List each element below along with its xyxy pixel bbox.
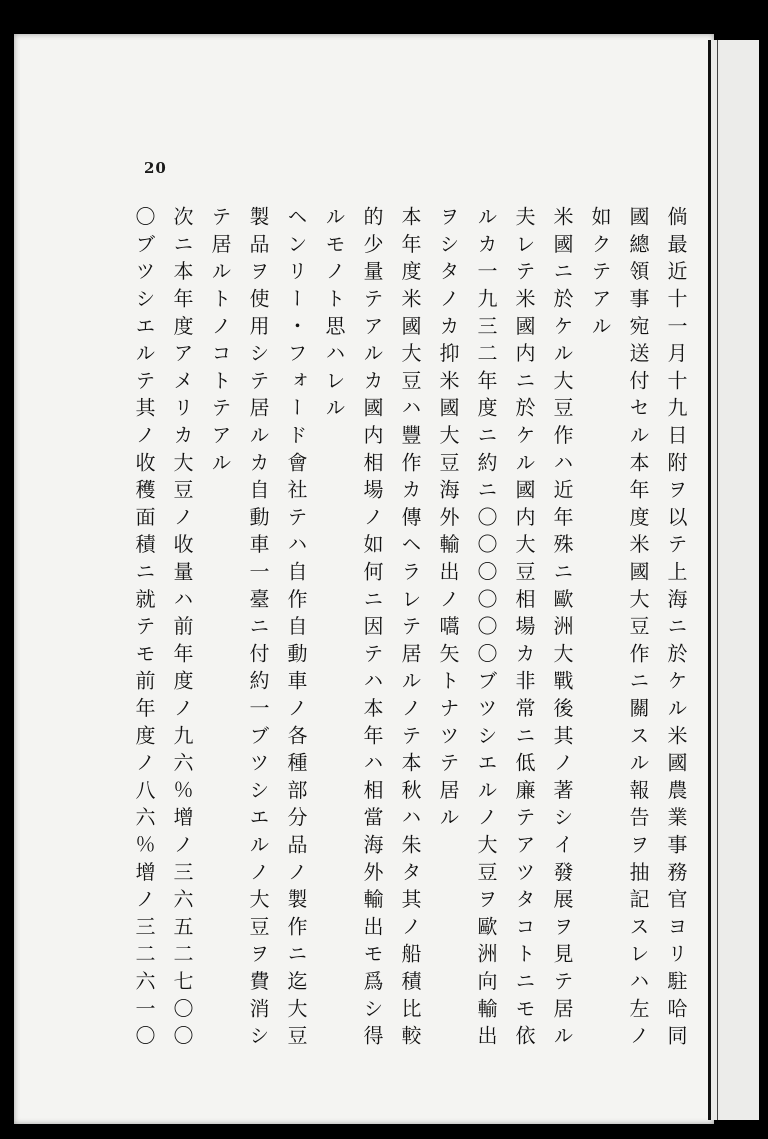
text-body <box>130 206 690 1053</box>
next-page-edge <box>708 40 759 1120</box>
page-number: 20 <box>144 159 167 177</box>
text-line: 的少量テアルカ國内相場ノ如何ニ因テハ本年ハ相當海外輸出モ爲シ得 <box>360 206 384 1053</box>
text-line: 如クテアル <box>588 206 612 343</box>
text-line: 〇ブツシエルテ其ノ收穫面積ニ就テモ前年度ノ八六％增ノ三二六一〇 <box>132 206 156 1053</box>
text-line: 製品ヲ使用シテ居ルカ自動車一臺ニ付約一ブツシエルノ大豆ヲ費消シ <box>246 206 270 1053</box>
book-page <box>14 34 714 1124</box>
text-line: 米國ニ於ケル大豆作ハ近年殊ニ歐洲大戰後其ノ著シイ發展ヲ見テ居ル <box>550 206 574 1053</box>
text-line: 次ニ本年度アメリカ大豆ノ收量ハ前年度ノ九六％增ノ三六五二七〇〇 <box>170 206 194 1053</box>
text-line: ヲシタノカ抑米國大豆海外輸出ノ嚆矢トナツテ居ル <box>436 206 460 834</box>
text-line: テ居ルトノコトテアル <box>208 206 232 479</box>
text-line: 夫レテ米國内ニ於ケル國内大豆相場カ非常ニ低廉テアツタコトニモ依 <box>512 206 536 1053</box>
text-line: 國總領事宛送付セル本年度米國大豆作ニ關スル報告ヲ抽記スレハ左ノ <box>626 206 650 1053</box>
text-line: 本年度米國大豆ハ豐作カ傳ヘラレテ居ルノテ本秋ハ朱タ其ノ船積比較 <box>398 206 422 1053</box>
text-line: ヘンリー・フォード會社テハ自作自動車ノ各種部分品ノ製作ニ迄大豆 <box>284 206 308 1053</box>
text-line: ルモノト思ハレル <box>322 206 346 425</box>
text-line: 倘最近十一月十九日附ヲ以テ上海ニ於ケル米國農業事務官ヨリ駐哈同 <box>664 206 688 1053</box>
text-line: ルカ一九三二年度ニ約ニ〇〇〇〇〇〇ブツシエルノ大豆ヲ歐洲向輸出 <box>474 206 498 1053</box>
